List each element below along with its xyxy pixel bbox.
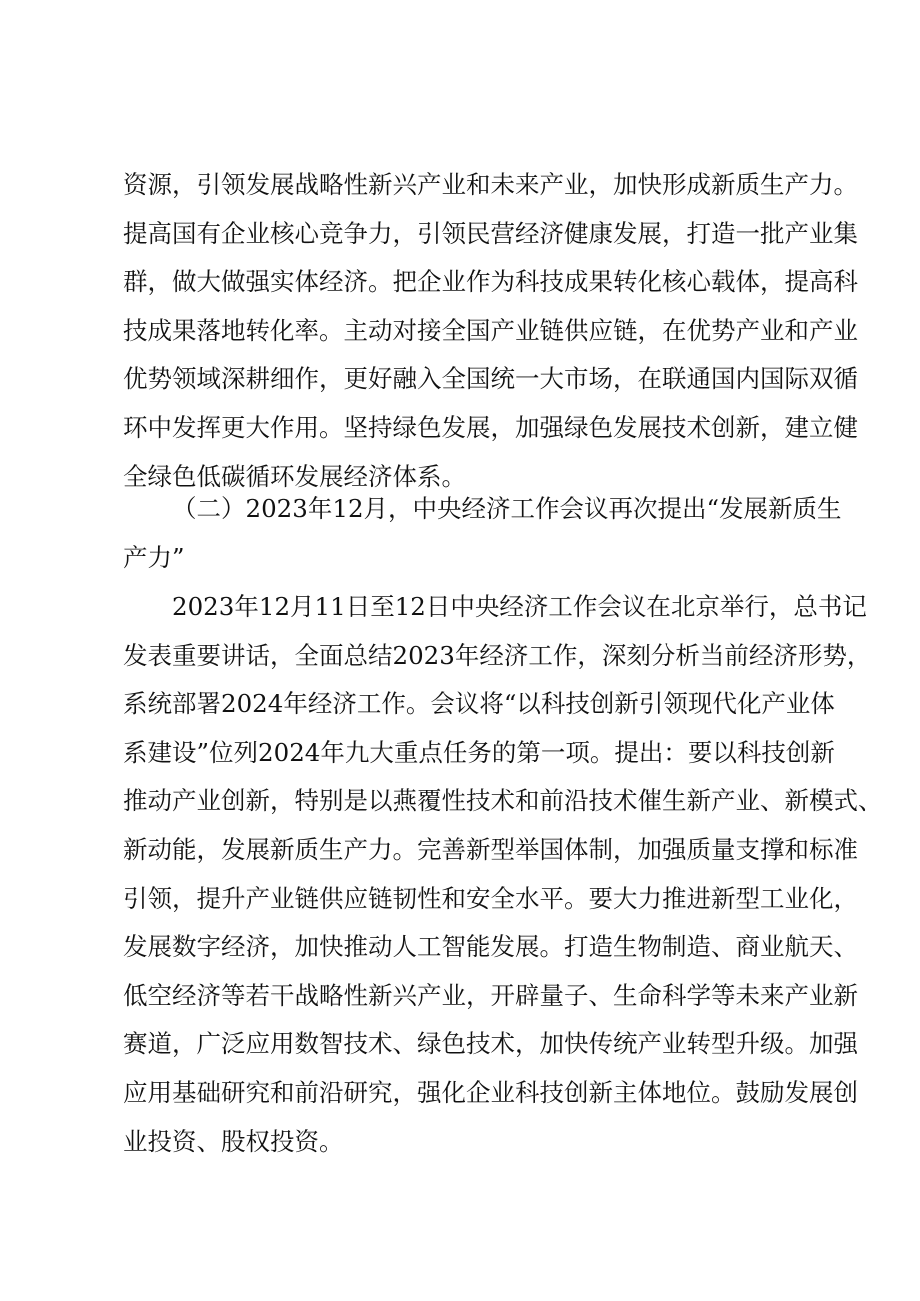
section-heading-line: （二）2023年12月，中央经济工作会议再次提出“发展新质生 [172, 494, 842, 523]
paragraph-1-line: 提高国有企业核心竞争力，引领民营经济健康发展，打造一批产业集 [123, 218, 858, 248]
paragraph-2-line: 发表重要讲话，全面总结2023年经济工作，深刻分析当前经济形势， [123, 640, 872, 670]
paragraph-2-line: 推动产业创新，特别是以燕覆性技术和前沿技术催生新产业、新模式、 [123, 786, 883, 816]
section-heading [123, 485, 842, 582]
paragraph-2-line: 引领，提升产业链供应链韧性和安全水平。要大力推进新型工业化， [123, 883, 858, 913]
paragraph-2-line: 低空经济等若干战略性新兴产业，开辟量子、生命科学等未来产业新 [123, 980, 858, 1010]
paragraph-2-line: 赛道，广泛应用数智技术、绿色技术，加快传统产业转型升级。加强 [123, 1029, 858, 1059]
paragraph-2-line: 业投资、股权投资。 [123, 1126, 344, 1156]
section-heading-line: 产力” [123, 542, 185, 572]
paragraph-2-line: 新动能，发展新质生产力。完善新型举国体制，加强质量支撑和标准 [123, 834, 858, 864]
paragraph-1 [123, 161, 858, 501]
paragraph-1-line: 优势领域深耕细作，更好融入全国统一大市场，在联通国内国际双循 [123, 364, 858, 394]
paragraph-1-line: 环中发挥更大作用。坚持绿色发展，加强绿色发展技术创新，建立健 [123, 412, 858, 442]
paragraph-2-line: 2023年12月11日至12日中央经济工作会议在北京举行，总书记 [172, 592, 867, 621]
paragraph-1-line: 全绿色低碳循环发展经济体系。 [123, 461, 466, 491]
paragraph-2-line: 系统部署2024年经济工作。会议将“以科技创新引领现代化产业体 [123, 689, 835, 719]
paragraph-1-line: 资源，引领发展战略性新兴产业和未来产业，加快形成新质生产力。 [123, 170, 858, 199]
paragraph-2-line: 应用基础研究和前沿研究，强化企业科技创新主体地位。鼓励发展创 [123, 1077, 858, 1107]
paragraph-1-line: 技成果落地转化率。主动对接全国产业链供应链，在优势产业和产业 [123, 315, 858, 345]
paragraph-1-line: 群，做大做强实体经济。把企业作为科技成果转化核心载体，提高科 [123, 267, 858, 297]
paragraph-2-line: 系建设”位列2024年九大重点任务的第一项。提出：要以科技创新 [123, 737, 835, 767]
paragraph-2-line: 发展数字经济，加快推动人工智能发展。打造生物制造、商业航天、 [123, 932, 858, 962]
paragraph-2 [123, 583, 883, 1166]
